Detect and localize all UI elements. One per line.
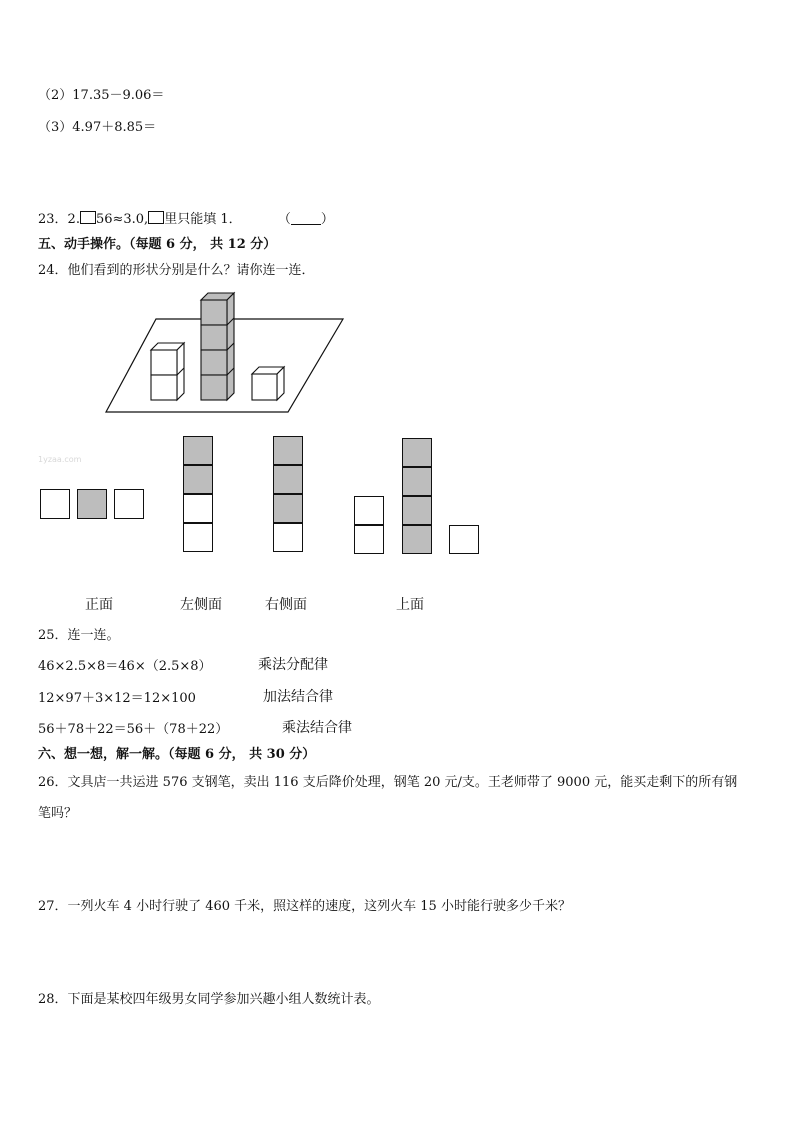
q25-left-2[interactable]: 12×97＋3×12＝12×100 [38, 691, 196, 706]
view-square [354, 525, 384, 554]
q26-line1: 26．文具店一共运进 576 支钢笔，卖出 116 支后降价处理，钢笔 20 元/支。王老师带了 9000 元，能买走剩下的所有钢 [38, 775, 738, 790]
view-square [354, 496, 384, 525]
q22-part3: （3）4.97＋8.85＝ [38, 120, 157, 135]
view-square-shaded [273, 436, 303, 465]
q23-tail: 里只能填 1． [164, 212, 242, 227]
blank-box-icon [148, 211, 164, 224]
view-square [273, 523, 303, 552]
section-6-heading: 六、想一想，解一解。（每题 6 分， 共 30 分） [38, 747, 316, 762]
view-square-shaded [402, 438, 432, 467]
q28: 28．下面是某校四年级男女同学参加兴趣小组人数统计表。 [38, 992, 380, 1007]
q25-right-3[interactable]: 乘法结合律 [282, 720, 352, 736]
label-top[interactable]: 上面 [396, 597, 424, 613]
q23-mid: 56≈3.0, [95, 212, 149, 227]
view-square-shaded [77, 489, 107, 519]
q23-paren-open: （ [277, 212, 291, 227]
q26-line2: 笔吗？ [38, 806, 78, 821]
view-square [40, 489, 70, 519]
label-front[interactable]: 正面 [85, 597, 113, 613]
view-square-shaded [402, 467, 432, 496]
q27: 27．一列火车 4 小时行驶了 460 千米，照这样的速度，这列火车 15 小时能行驶多少千米？ [38, 899, 571, 914]
section-5-heading: 五、动手操作。（每题 6 分， 共 12 分） [38, 237, 277, 252]
q24: 24．他们看到的形状分别是什么？请你连一连． [38, 263, 315, 278]
watermark: 1yzaa.com [38, 455, 82, 464]
blank-box-icon [80, 211, 96, 224]
view-square [449, 525, 479, 554]
view-square-shaded [273, 465, 303, 494]
q23 [38, 208, 334, 227]
q25-left-3[interactable]: 56＋78＋22＝56＋（78＋22） [38, 722, 229, 737]
q25-right-2[interactable]: 加法结合律 [263, 689, 333, 705]
q23-paren-close: ） [320, 212, 334, 227]
view-square-shaded [273, 494, 303, 523]
q22-part2: （2）17.35－9.06＝ [38, 88, 165, 103]
label-left-side[interactable]: 左侧面 [180, 597, 222, 613]
view-square-shaded [402, 496, 432, 525]
view-square [183, 494, 213, 523]
q23-text: 23．2. [38, 212, 80, 227]
view-square-shaded [183, 436, 213, 465]
q25: 25．连一连。 [38, 628, 120, 643]
view-square-shaded [183, 465, 213, 494]
cube-arrangement-diagram [100, 288, 350, 416]
q25-left-1[interactable]: 46×2.5×8＝46×（2.5×8） [38, 659, 212, 674]
view-square-shaded [402, 525, 432, 554]
view-square [114, 489, 144, 519]
view-square [183, 523, 213, 552]
answer-blank[interactable] [291, 211, 321, 225]
label-right-side[interactable]: 右侧面 [265, 597, 307, 613]
q25-right-1[interactable]: 乘法分配律 [258, 657, 328, 673]
